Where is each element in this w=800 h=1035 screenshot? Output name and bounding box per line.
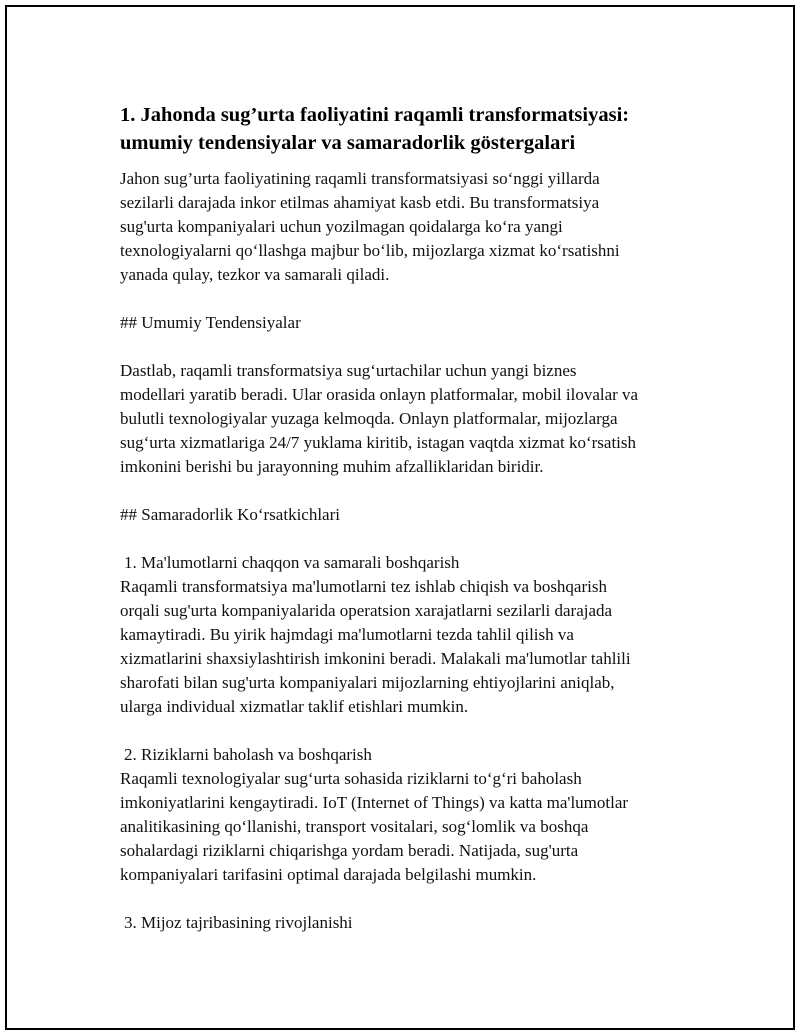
paragraph-line: sug‘urta xizmatlariga 24/7 yuklama kiritib, istagan vaqtda xizmat ko‘rsatish	[120, 433, 637, 452]
paragraph-line: Dastlab, raqamli transformatsiya sug‘urtachilar uchun yangi biznes	[120, 361, 577, 380]
paragraph-line: modellari yaratib beradi. Ular orasida onlayn platformalar, mobil ilovalar va	[120, 385, 639, 404]
paragraph-line: texnologiyalarni qo‘llashga majbur bo‘lib, mijozlarga xizmat ko‘rsatishni	[120, 241, 620, 260]
paragraph-line: Raqamli transformatsiya ma'lumotlarni tez ishlab chiqish va boshqarish	[120, 577, 607, 596]
list-item-title: 1. Ma'lumotlarni chaqqon va samarali boshqarish	[124, 553, 460, 572]
list-item-title: 3. Mijoz tajribasining rivojlanishi	[124, 913, 353, 932]
paragraph-line: bulutli texnologiyalar yuzaga kelmoqda. Onlayn platformalar, mijozlarga	[120, 409, 618, 428]
paragraph-line: sezilarli darajada inkor etilmas ahamiyat kasb etdi. Bu transformatsiya	[120, 193, 600, 212]
paragraph-line: xizmatlarini shaxsiylashtirish imkonini beradi. Malakali ma'lumotlar tahlili	[120, 649, 631, 668]
paragraph-line: ularga individual xizmatlar taklif etishlari mumkin.	[120, 697, 469, 716]
title-line: umumiy tendensiyalar va samaradorlik göstergalari	[120, 132, 576, 154]
paragraph-line: Jahon sug’urta faoliyatining raqamli transformatsiyasi so‘nggi yillarda	[120, 169, 600, 188]
paragraph-line: Raqamli texnologiyalar sug‘urta sohasida riziklarni to‘g‘ri baholash	[120, 769, 582, 788]
list-item	[120, 551, 720, 719]
list-item-title: 2. Riziklarni baholash va boshqarish	[124, 745, 372, 764]
intro-paragraph	[120, 167, 720, 287]
paragraph-line: imkoniyatlarini kengaytiradi. IoT (Internet of Things) va katta ma'lumotlar	[120, 793, 629, 812]
document-body	[120, 101, 720, 959]
paragraph-line: analitikasining qo‘llanishi, transport vositalari, sog‘lomlik va boshqa	[120, 817, 589, 836]
paragraph-line: sohalardagi riziklarni chiqarishga yordam beradi. Natijada, sug'urta	[120, 841, 579, 860]
page-frame	[5, 5, 795, 1030]
paragraph-line: imkonini berishi bu jarayonning muhim afzalliklaridan biridir.	[120, 457, 544, 476]
document-title	[120, 101, 720, 157]
paragraph-line: sug'urta kompaniyalari uchun yozilmagan qoidalarga ko‘ra yangi	[120, 217, 563, 236]
paragraph-line: yanada qulay, tezkor va samarali qiladi.	[120, 265, 390, 284]
paragraph-line: kamaytiradi. Bu yirik hajmdagi ma'lumotlarni tezda tahlil qilish va	[120, 625, 574, 644]
list-item	[120, 743, 720, 887]
section-heading-indicators: ## Samaradorlik Ko‘rsatkichlari	[120, 505, 340, 524]
title-line: 1. Jahonda sug’urta faoliyatini raqamli transformatsiyasi:	[120, 104, 630, 126]
section-heading-trends: ## Umumiy Tendensiyalar	[120, 313, 301, 332]
list-item	[120, 911, 720, 935]
trends-paragraph	[120, 359, 720, 479]
paragraph-line: sharofati bilan sug'urta kompaniyalari mijozlarning ehtiyojlarini aniqlab,	[120, 673, 615, 692]
paragraph-line: orqali sug'urta kompaniyalarida operatsion xarajatlarni sezilarli darajada	[120, 601, 613, 620]
paragraph-line: kompaniyalari tarifasini optimal darajada belgilashi mumkin.	[120, 865, 537, 884]
